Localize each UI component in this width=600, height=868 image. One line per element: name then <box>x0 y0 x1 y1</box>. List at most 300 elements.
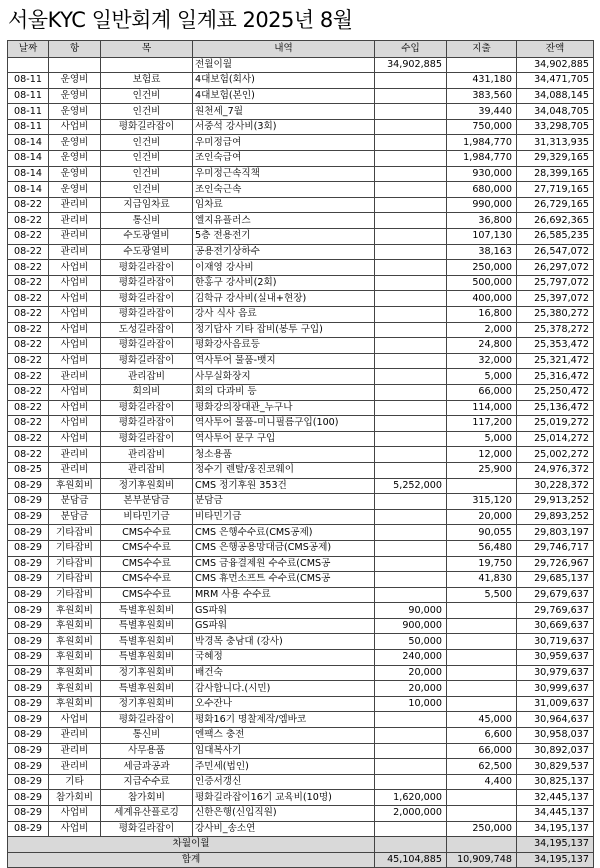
cell-balance: 30,999,637 <box>517 681 594 697</box>
ledger-row <box>8 104 594 120</box>
cell-balance: 27,719,165 <box>517 182 594 198</box>
cell-item: 평화길라잡이 <box>101 260 193 276</box>
cell-expense: 62,500 <box>447 759 517 775</box>
cell-expense: 45,000 <box>447 712 517 728</box>
cell-income: 240,000 <box>375 650 447 666</box>
cell-date: 08-22 <box>8 384 49 400</box>
cell-description: 비타민기금 <box>193 509 375 525</box>
cell-income <box>375 275 447 291</box>
ledger-row <box>8 696 594 712</box>
cell-description: 한홍구 강사비(2회) <box>193 275 375 291</box>
cell-expense: 36,800 <box>447 213 517 229</box>
ledger-row <box>8 229 594 245</box>
cell-category: 사업비 <box>49 384 101 400</box>
cell-income: 2,000,000 <box>375 806 447 822</box>
cell-category: 사업비 <box>49 431 101 447</box>
cell-date: 08-29 <box>8 509 49 525</box>
ledger-row <box>8 759 594 775</box>
cell-income <box>375 244 447 260</box>
carryover-expense <box>447 837 517 853</box>
ledger-row <box>8 400 594 416</box>
cell-expense: 680,000 <box>447 182 517 198</box>
cell-balance: 34,048,705 <box>517 104 594 120</box>
cell-category: 사업비 <box>49 291 101 307</box>
cell-description: GS파워 <box>193 603 375 619</box>
cell-income <box>375 197 447 213</box>
cell-description: 평화강의장대관_누구나 <box>193 400 375 416</box>
col-header-category: 항 <box>49 41 101 58</box>
cell-income <box>375 338 447 354</box>
cell-expense: 431,180 <box>447 73 517 89</box>
cell-description: 5층 전용전기 <box>193 229 375 245</box>
cell-date: 08-14 <box>8 151 49 167</box>
cell-item: 평화길라잡이 <box>101 416 193 432</box>
cell-income <box>375 400 447 416</box>
cell-balance: 33,298,705 <box>517 119 594 135</box>
cell-expense: 500,000 <box>447 275 517 291</box>
cell-description: MRM 사용 수수료 <box>193 587 375 603</box>
cell-category: 관리비 <box>49 197 101 213</box>
cell-income <box>375 774 447 790</box>
cell-description: 주민세(법인) <box>193 759 375 775</box>
cell-category: 운영비 <box>49 135 101 151</box>
cell-category: 후원회비 <box>49 665 101 681</box>
cell-income <box>375 260 447 276</box>
total-balance: 34,195,137 <box>517 852 594 868</box>
cell-balance: 26,729,165 <box>517 197 594 213</box>
cell-balance: 31,009,637 <box>517 696 594 712</box>
ledger-row <box>8 135 594 151</box>
cell-category: 관리비 <box>49 229 101 245</box>
cell-balance: 25,353,472 <box>517 338 594 354</box>
cell-category: 후원회비 <box>49 650 101 666</box>
cell-income <box>375 213 447 229</box>
cell-date: 08-29 <box>8 806 49 822</box>
cell-item: 세금과공과 <box>101 759 193 775</box>
cell-balance: 25,250,472 <box>517 384 594 400</box>
cell-date: 08-22 <box>8 322 49 338</box>
cell-expense <box>447 806 517 822</box>
cell-expense: 4,400 <box>447 774 517 790</box>
cell-description: 4대보험(회사) <box>193 73 375 89</box>
cell-category: 사업비 <box>49 416 101 432</box>
cell-income <box>375 182 447 198</box>
ledger-row <box>8 447 594 463</box>
cell-description: 역사투어 물품-미니필름구입(100) <box>193 416 375 432</box>
cell-description: 회의 다과비 등 <box>193 384 375 400</box>
cell-income <box>375 166 447 182</box>
cell-income: 5,252,000 <box>375 478 447 494</box>
cell-description: 평화강사음료등 <box>193 338 375 354</box>
cell-income: 10,000 <box>375 696 447 712</box>
cell-expense: 16,800 <box>447 307 517 323</box>
cell-date: 08-29 <box>8 712 49 728</box>
cell-balance: 25,797,072 <box>517 275 594 291</box>
ledger-row <box>8 540 594 556</box>
ledger-row <box>8 182 594 198</box>
ledger-row <box>8 603 594 619</box>
ledger-row <box>8 369 594 385</box>
cell-category <box>49 57 101 73</box>
cell-category: 사업비 <box>49 806 101 822</box>
ledger-row <box>8 572 594 588</box>
cell-category: 사업비 <box>49 400 101 416</box>
cell-description: CMS 은행공용망대금(CMS공제) <box>193 540 375 556</box>
cell-item: 비타민기금 <box>101 509 193 525</box>
cell-description: 박경목 충남대 (강사) <box>193 634 375 650</box>
ledger-row <box>8 743 594 759</box>
cell-item: 평화길라잡이 <box>101 353 193 369</box>
cell-expense: 32,000 <box>447 353 517 369</box>
cell-date: 08-29 <box>8 494 49 510</box>
cell-category: 사업비 <box>49 712 101 728</box>
cell-item: 도성길라잡이 <box>101 322 193 338</box>
cell-date: 08-22 <box>8 229 49 245</box>
cell-category: 운영비 <box>49 104 101 120</box>
ledger-row <box>8 774 594 790</box>
cell-income <box>375 151 447 167</box>
cell-date: 08-29 <box>8 790 49 806</box>
cell-date: 08-11 <box>8 73 49 89</box>
cell-description: 공용전기상하수 <box>193 244 375 260</box>
cell-income <box>375 135 447 151</box>
ledger-row <box>8 197 594 213</box>
total-label: 합계 <box>8 852 375 868</box>
cell-income <box>375 540 447 556</box>
ledger-row <box>8 556 594 572</box>
cell-category: 관리비 <box>49 759 101 775</box>
cell-item: 평화길라잡이 <box>101 400 193 416</box>
carryover-balance: 34,195,137 <box>517 837 594 853</box>
carryover-row <box>8 837 594 853</box>
cell-category: 관리비 <box>49 369 101 385</box>
cell-item: 인건비 <box>101 166 193 182</box>
cell-expense: 5,000 <box>447 369 517 385</box>
ledger-row <box>8 119 594 135</box>
cell-balance: 30,228,372 <box>517 478 594 494</box>
cell-item: CMS수수료 <box>101 572 193 588</box>
cell-category: 관리비 <box>49 728 101 744</box>
cell-expense <box>447 650 517 666</box>
cell-category: 사업비 <box>49 260 101 276</box>
ledger-row <box>8 790 594 806</box>
ledger-row <box>8 650 594 666</box>
cell-date: 08-29 <box>8 634 49 650</box>
cell-item: 통신비 <box>101 213 193 229</box>
cell-expense: 25,900 <box>447 462 517 478</box>
cell-expense: 250,000 <box>447 260 517 276</box>
cell-category: 운영비 <box>49 182 101 198</box>
total-expense: 10,909,748 <box>447 852 517 868</box>
cell-date: 08-22 <box>8 353 49 369</box>
cell-item: CMS수수료 <box>101 525 193 541</box>
ledger-row <box>8 275 594 291</box>
total-income: 45,104,885 <box>375 852 447 868</box>
cell-item: 인건비 <box>101 104 193 120</box>
cell-description: 배건숙 <box>193 665 375 681</box>
cell-balance: 30,719,637 <box>517 634 594 650</box>
cell-item: 회의비 <box>101 384 193 400</box>
cell-item: 특별후원회비 <box>101 681 193 697</box>
ledger-row <box>8 260 594 276</box>
cell-income <box>375 104 447 120</box>
cell-description: 정기답사 기타 잡비(봉투 구입) <box>193 322 375 338</box>
cell-category: 기타잡비 <box>49 540 101 556</box>
ledger-row <box>8 462 594 478</box>
cell-category: 운영비 <box>49 166 101 182</box>
col-header-expense: 지출 <box>447 41 517 58</box>
cell-income <box>375 384 447 400</box>
cell-balance: 25,397,072 <box>517 291 594 307</box>
cell-date: 08-22 <box>8 416 49 432</box>
ledger-row <box>8 712 594 728</box>
cell-balance: 26,547,072 <box>517 244 594 260</box>
cell-date: 08-29 <box>8 572 49 588</box>
cell-description: 엘지유플러스 <box>193 213 375 229</box>
ledger-row <box>8 728 594 744</box>
cell-expense: 383,560 <box>447 88 517 104</box>
cell-balance: 29,746,717 <box>517 540 594 556</box>
cell-category: 사업비 <box>49 821 101 837</box>
cell-description: 정수기 렌탈/웅진코웨이 <box>193 462 375 478</box>
cell-date: 08-29 <box>8 540 49 556</box>
cell-balance: 34,195,137 <box>517 821 594 837</box>
ledger-row <box>8 431 594 447</box>
cell-balance: 30,964,637 <box>517 712 594 728</box>
cell-balance: 30,892,037 <box>517 743 594 759</box>
cell-date: 08-29 <box>8 556 49 572</box>
cell-item: 평화길라잡이 <box>101 307 193 323</box>
cell-expense: 5,000 <box>447 431 517 447</box>
cell-category: 분담금 <box>49 509 101 525</box>
cell-date: 08-29 <box>8 728 49 744</box>
cell-income: 50,000 <box>375 634 447 650</box>
cell-balance: 26,297,072 <box>517 260 594 276</box>
cell-expense <box>447 634 517 650</box>
cell-category: 관리비 <box>49 462 101 478</box>
cell-expense <box>447 790 517 806</box>
cell-item: 인건비 <box>101 135 193 151</box>
cell-income: 34,902,885 <box>375 57 447 73</box>
cell-category: 운영비 <box>49 73 101 89</box>
cell-date: 08-29 <box>8 821 49 837</box>
cell-expense <box>447 478 517 494</box>
cell-category: 기타잡비 <box>49 525 101 541</box>
cell-balance: 29,893,252 <box>517 509 594 525</box>
cell-item: CMS수수료 <box>101 587 193 603</box>
cell-date: 08-22 <box>8 291 49 307</box>
cell-income <box>375 88 447 104</box>
cell-income <box>375 353 447 369</box>
ledger-row <box>8 618 594 634</box>
cell-date: 08-14 <box>8 182 49 198</box>
cell-category: 사업비 <box>49 338 101 354</box>
cell-description: CMS 은행수수료(CMS공제) <box>193 525 375 541</box>
col-header-description: 내역 <box>193 41 375 58</box>
cell-balance: 29,685,137 <box>517 572 594 588</box>
cell-income <box>375 322 447 338</box>
cell-balance: 29,726,967 <box>517 556 594 572</box>
cell-balance: 25,316,472 <box>517 369 594 385</box>
ledger-row <box>8 57 594 73</box>
cell-expense: 39,440 <box>447 104 517 120</box>
cell-category: 기타잡비 <box>49 572 101 588</box>
cell-expense <box>447 696 517 712</box>
cell-description: CMS 정기후원 353건 <box>193 478 375 494</box>
cell-balance: 30,958,037 <box>517 728 594 744</box>
cell-expense: 41,830 <box>447 572 517 588</box>
cell-description: 역사투어 문구 구입 <box>193 431 375 447</box>
cell-expense: 930,000 <box>447 166 517 182</box>
cell-description: 사무실화장지 <box>193 369 375 385</box>
cell-expense: 250,000 <box>447 821 517 837</box>
cell-item: 특별후원회비 <box>101 618 193 634</box>
cell-date: 08-22 <box>8 447 49 463</box>
cell-expense: 2,000 <box>447 322 517 338</box>
col-header-income: 수입 <box>375 41 447 58</box>
cell-category: 후원회비 <box>49 681 101 697</box>
cell-description: 우미정근속직책 <box>193 166 375 182</box>
cell-date: 08-11 <box>8 119 49 135</box>
ledger-row <box>8 244 594 260</box>
cell-category: 기타 <box>49 774 101 790</box>
cell-balance: 29,329,165 <box>517 151 594 167</box>
cell-balance: 25,019,272 <box>517 416 594 432</box>
cell-description: 우미정급여 <box>193 135 375 151</box>
ledger-row <box>8 151 594 167</box>
cell-category: 기타잡비 <box>49 587 101 603</box>
cell-expense: 20,000 <box>447 509 517 525</box>
cell-income <box>375 73 447 89</box>
cell-balance: 25,378,272 <box>517 322 594 338</box>
cell-description: 김학규 강사비(실내+현장) <box>193 291 375 307</box>
cell-date: 08-22 <box>8 213 49 229</box>
ledger-table <box>7 40 594 868</box>
cell-description: 임대복사기 <box>193 743 375 759</box>
cell-description: 강사비_송소연 <box>193 821 375 837</box>
cell-income: 20,000 <box>375 665 447 681</box>
ledger-row <box>8 384 594 400</box>
cell-date: 08-29 <box>8 603 49 619</box>
cell-item: 인건비 <box>101 88 193 104</box>
cell-income <box>375 525 447 541</box>
cell-income <box>375 587 447 603</box>
cell-item: 보험료 <box>101 73 193 89</box>
cell-description: 조인숙급여 <box>193 151 375 167</box>
cell-balance: 25,002,272 <box>517 447 594 463</box>
page-title: 서울KYC 일반회계 일계표 2025년 8월 <box>8 8 353 32</box>
cell-expense: 38,163 <box>447 244 517 260</box>
cell-expense <box>447 603 517 619</box>
cell-description: 평화16기 명찰제작/엠바코 <box>193 712 375 728</box>
cell-category: 사업비 <box>49 353 101 369</box>
cell-item: 관리잡비 <box>101 447 193 463</box>
cell-item: 정기후원회비 <box>101 478 193 494</box>
cell-item: 관리잡비 <box>101 462 193 478</box>
cell-expense: 19,750 <box>447 556 517 572</box>
cell-date: 08-29 <box>8 478 49 494</box>
carryover-income <box>375 837 447 853</box>
cell-category: 관리비 <box>49 743 101 759</box>
cell-item: 평화길라잡이 <box>101 291 193 307</box>
cell-description: 신한은행(신입직원) <box>193 806 375 822</box>
cell-expense <box>447 681 517 697</box>
cell-income: 20,000 <box>375 681 447 697</box>
cell-date: 08-22 <box>8 338 49 354</box>
cell-income <box>375 728 447 744</box>
ledger-row <box>8 681 594 697</box>
cell-date: 08-22 <box>8 260 49 276</box>
cell-balance: 29,803,197 <box>517 525 594 541</box>
cell-category: 사업비 <box>49 119 101 135</box>
carryover-label: 차월이월 <box>8 837 375 853</box>
ledger-row <box>8 665 594 681</box>
cell-balance: 34,088,145 <box>517 88 594 104</box>
ledger-row <box>8 806 594 822</box>
cell-balance: 34,902,885 <box>517 57 594 73</box>
cell-date: 08-29 <box>8 587 49 603</box>
cell-date: 08-29 <box>8 681 49 697</box>
ledger-row <box>8 587 594 603</box>
cell-item: 관리잡비 <box>101 369 193 385</box>
cell-description: 4대보험(본인) <box>193 88 375 104</box>
cell-description: 평화길라잡이16기 교육비(10명) <box>193 790 375 806</box>
cell-date: 08-29 <box>8 743 49 759</box>
cell-description: 청소용품 <box>193 447 375 463</box>
cell-description: 조인숙근속 <box>193 182 375 198</box>
cell-balance: 29,679,637 <box>517 587 594 603</box>
cell-date: 08-22 <box>8 400 49 416</box>
cell-description: 임차료 <box>193 197 375 213</box>
cell-income <box>375 743 447 759</box>
cell-description: 역사투어 물품-뱃지 <box>193 353 375 369</box>
cell-balance: 32,445,137 <box>517 790 594 806</box>
cell-income <box>375 556 447 572</box>
cell-income <box>375 821 447 837</box>
cell-item: 평화길라잡이 <box>101 338 193 354</box>
cell-date: 08-11 <box>8 88 49 104</box>
ledger-row <box>8 166 594 182</box>
ledger-row <box>8 821 594 837</box>
cell-expense: 750,000 <box>447 119 517 135</box>
cell-item: 인건비 <box>101 151 193 167</box>
cell-balance: 26,692,365 <box>517 213 594 229</box>
cell-income <box>375 369 447 385</box>
cell-category: 사업비 <box>49 322 101 338</box>
cell-category: 운영비 <box>49 88 101 104</box>
cell-expense: 400,000 <box>447 291 517 307</box>
cell-expense: 5,500 <box>447 587 517 603</box>
cell-balance: 26,585,235 <box>517 229 594 245</box>
cell-item: CMS수수료 <box>101 556 193 572</box>
cell-date: 08-25 <box>8 462 49 478</box>
cell-balance: 25,136,472 <box>517 400 594 416</box>
cell-date: 08-29 <box>8 650 49 666</box>
cell-item: 특별후원회비 <box>101 634 193 650</box>
cell-expense: 117,200 <box>447 416 517 432</box>
cell-expense: 1,984,770 <box>447 151 517 167</box>
ledger-row <box>8 509 594 525</box>
cell-expense: 114,000 <box>447 400 517 416</box>
cell-income <box>375 509 447 525</box>
cell-expense <box>447 618 517 634</box>
cell-category: 후원회비 <box>49 478 101 494</box>
cell-item: 평화길라잡이 <box>101 821 193 837</box>
ledger-row <box>8 353 594 369</box>
cell-income <box>375 119 447 135</box>
cell-item: 지급수수료 <box>101 774 193 790</box>
cell-balance: 30,959,637 <box>517 650 594 666</box>
